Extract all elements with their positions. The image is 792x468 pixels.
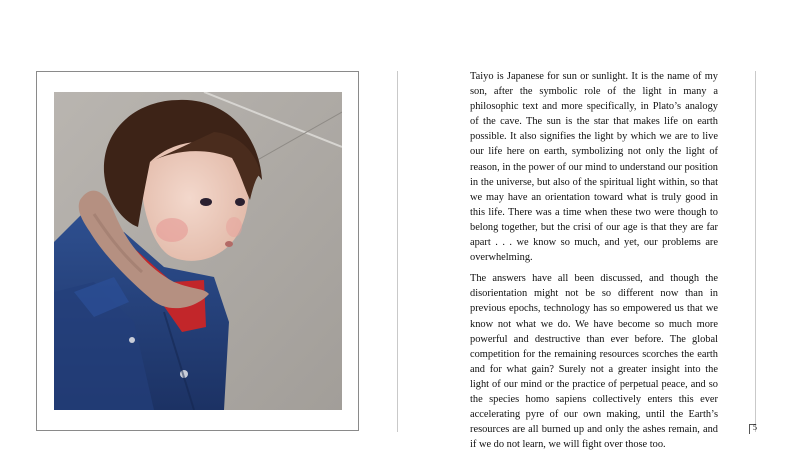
page-number: 5 — [753, 423, 757, 432]
body-text — [470, 69, 718, 458]
paragraph-2: The answers have all been discussed, and though the disorientation might not be so different now than in previous epochs, technology has so empowered us that we know not what we do. We have become so much more powerful and destructive than ever before. The global competition for the remaining resources scorches the earth and for what gain? Surely not a greater insight into the light of our mind or the practice of perpetual peace, and so the species homo sapiens collectively enters this ever accelerating pyre of our own making, until the Earth’s resources are all burned up and only the ashes remain, and if we do not learn, we will fight over those too. — [470, 273, 718, 451]
gutter-rule — [397, 71, 398, 432]
child-photo — [54, 92, 342, 410]
paragraph-1: Taiyo is Japanese for sun or sunlight. It is the name of my son, after the symbolic role of the light in many a philosophic text and more specifically, in Plato’s analogy of the cave. The sun is the star that makes life on earth possible. It also signifies the light by which we are to live our life here on earth, symbolizing not only the light of reason, in the power of our mind to understand our position in the universe, but also of the spiritual light within, so that we may have an orientation toward what is truly good in this life. There was a time when these two were though to belong together, but the crisi of our age is that they are far apart . . . we know so much, and yet, our problems are overwhelming. — [470, 71, 718, 264]
margin-rule — [755, 71, 756, 432]
